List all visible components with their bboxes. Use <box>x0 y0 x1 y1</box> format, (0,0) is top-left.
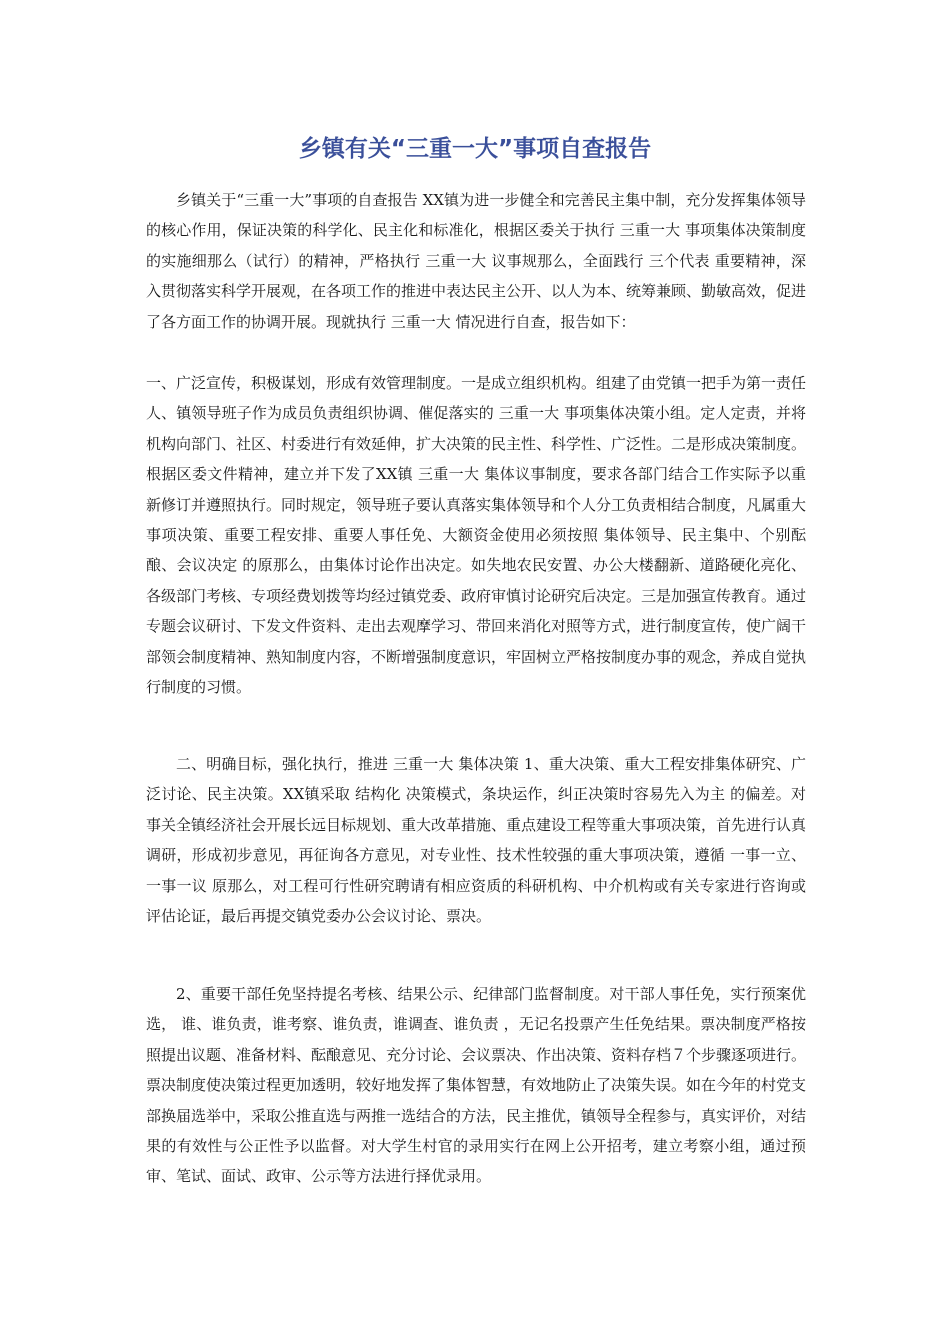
paragraph-section-one: 一、广泛宣传，积极谋划，形成有效管理制度。一是成立组织机构。组建了由党镇一把手为第一责任人、镇领导班子作为成员负责组织协调、催促落实的 三重一大 事项集体决策小组。定人定责，并将机构向部门、社区、村委进行有效延伸，扩大决策的民主性、科学性、广泛性。二是形成决策制度。根据区委文件精神，建立并下发了XX镇 三重一大 集体议事制度，要求各部门结合工作实际予以重新修订并遵照执行。同时规定，领导班子要认真落实集体领导和个人分工负责相结合制度，凡属重大事项决策、重要工程安排、重要人事任免、大额资金使用必须按照 集体领导、民主集中、个别酝酿、会议决定 的原那么，由集体讨论作出决定。如失地农民安置、办公大楼翻新、道路硬化亮化、各级部门考核、专项经费划拨等均经过镇党委、政府审慎讨论研究后决定。三是加强宣传教育。通过专题会议研讨、下发文件资料、走出去观摩学习、带回来消化对照等方式，进行制度宣传，使广阔干部领会制度精神、熟知制度内容，不断增强制度意识，牢固树立严格按制度办事的观念，养成自觉执行制度的习惯。 <box>146 374 807 697</box>
paragraph-cadre-appointment: 2、重要干部任免坚持提名考核、结果公示、纪律部门监督制度。对干部人事任免，实行预案优选， 谁、谁负责，谁考察、谁负责，谁调查、谁负责 ，无记名投票产生任免结果。票决制度严格按照提出议题、准备材料、酝酿意见、充分讨论、会议票决、作出决策、资料存档７个步骤逐项进行。票决制度使决策过程更加透明，较好地发挥了集体智慧，有效地防止了决策失误。如在今年的村党支部换届选举中，采取公推直选与两推一选结合的方法，民主推优，镇领导全程参与，真实评价，对结果的有效性与公正性予以监督。对大学生村官的录用实行在网上公开招考，建立考察小组，通过预审、笔试、面试、政审、公示等方法进行择优录用。 <box>146 985 807 1186</box>
paragraph-section-two: 二、明确目标，强化执行，推进 三重一大 集体决策 1、重大决策、重大工程安排集体研究、广泛讨论、民主决策。XX镇采取 结构化 决策模式，条块运作，纠正决策时容易先入为主 的偏差。对事关全镇经济社会开展长远目标规划、重大改革措施、重点建设工程等重大事项决策，首先进行认真调研，形成初步意见，再征询各方意见，对专业性、技术性较强的重大事项决策，遵循 一事一立、一事一议 原那么，对工程可行性研究聘请有相应资质的科研机构、中介机构或有关专家进行咨询或评估论证，最后再提交镇党委办公会议讨论、票决。 <box>146 755 807 926</box>
document-title: 乡镇有关“三重一大”事项自查报告 <box>298 136 652 162</box>
paragraph-intro: 乡镇关于“三重一大”事项的自查报告 XX镇为进一步健全和完善民主集中制，充分发挥集体领导的核心作用，保证决策的科学化、民主化和标准化，根据区委关于执行 三重一大 事项集体决策制度的实施细那么（试行）的精神，严格执行 三重一大 议事规那么，全面践行 三个代表 重要精神，深入贯彻落实科学开展观，在各项工作的推进中表达民主公开、以人为本、统筹兼顾、勤敏高效，促进了各方面工作的协调开展。现就执行 三重一大 情况进行自查，报告如下： <box>146 191 807 331</box>
